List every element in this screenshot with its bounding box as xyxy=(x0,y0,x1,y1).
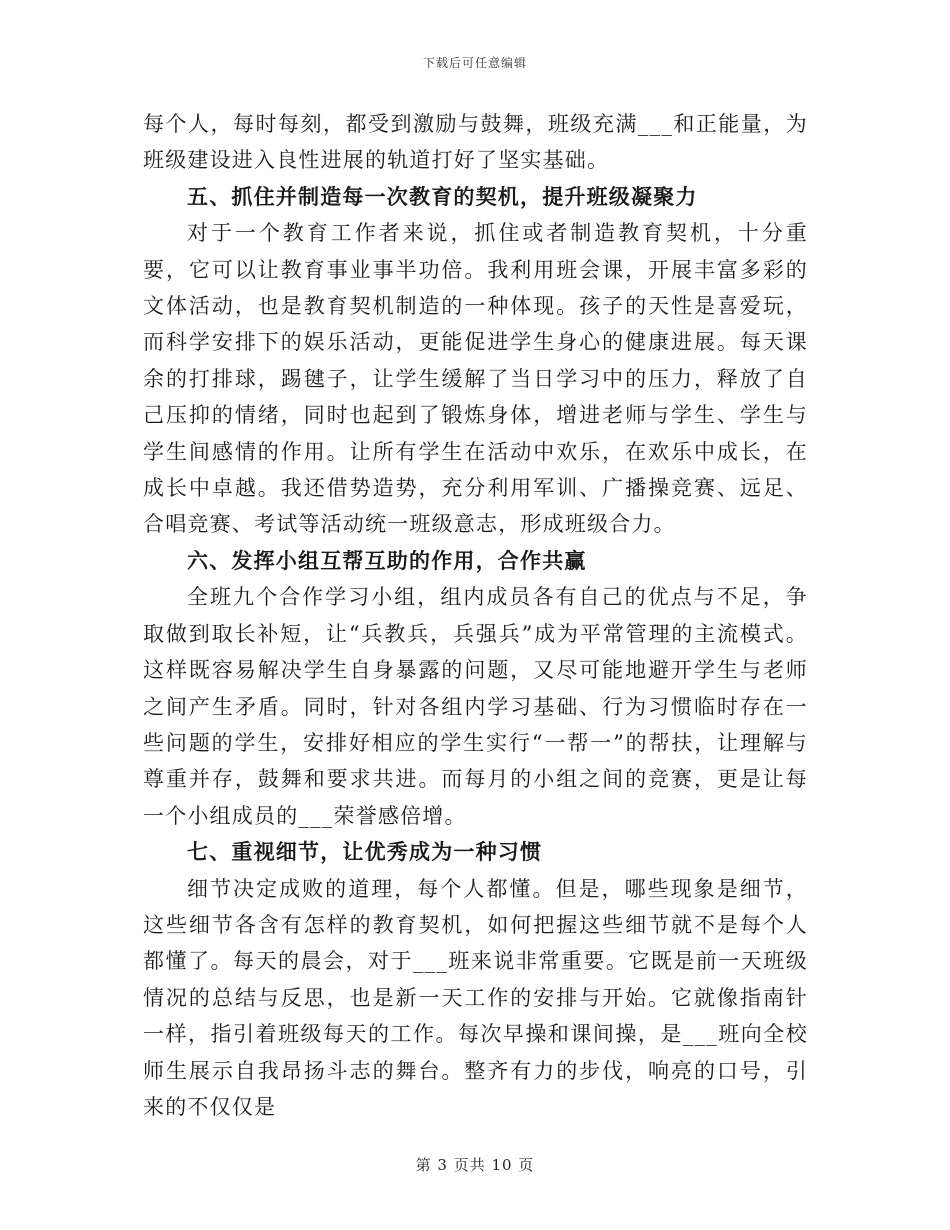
document-body xyxy=(143,106,808,1125)
paragraph-section-5: 对于一个教育工作者来说，抓住或者制造教育契机，十分重要，它可以让教育事业事半功倍。我利用班会课，开展丰富多彩的文体活动，也是教育契机制造的一种体现。孩子的天性是喜爱玩，而科学安排下的娱乐活动，更能促进学生身心的健康进展。每天课余的打排球，踢毽子，让学生缓解了当日学习中的压力，释放了自己压抑的情绪，同时也起到了锻炼身体，增进老师与学生、学生与学生间感情的作用。让所有学生在活动中欢乐，在欢乐中成长，在成长中卓越。我还借势造势，充分利用军训、广播操竞赛、远足、合唱竞赛、考试等活动统一班级意志，形成班级合力。 xyxy=(143,221,808,537)
page-number: 第 3 页共 10 页 xyxy=(415,1156,535,1174)
section-heading-5: 五、抓住并制造每一次教育的契机，提升班级凝聚力 xyxy=(187,184,698,209)
paragraph-section-6: 全班九个合作学习小组，组内成员各有自己的优点与不足，争取做到取长补短，让“兵教兵，兵强兵”成为平常管理的主流模式。这样既容易解决学生自身暴露的问题，又尽可能地避开学生与老师之间产生矛盾。同时，针对各组内学习基础、行为习惯临时存在一些问题的学生，安排好相应的学生实行“一帮一”的帮扶，让理解与尊重并存，鼓舞和要求共进。而每月的小组之间的竞赛，更是让每一个小组成员的___荣誉感倍增。 xyxy=(143,585,808,828)
section-heading-6: 六、发挥小组互帮互助的作用，合作共赢 xyxy=(187,548,587,573)
paragraph-section-7: 细节决定成败的道理，每个人都懂。但是，哪些现象是细节，这些细节各含有怎样的教育契机，如何把握这些细节就不是每个人都懂了。每天的晨会，对于___班来说非常重要。它既是前一天班级情况的总结与反思，也是新一天工作的安排与开始。它就像指南针一样，指引着班级每天的工作。每次早操和课间操，是___班向全校师生展示自我昂扬斗志的舞台。整齐有力的步伐，响亮的口号，引来的不仅仅是 xyxy=(143,876,808,1119)
page-header: 下载后可任意编辑 xyxy=(422,56,527,70)
paragraph-continuation: 每个人，每时每刻，都受到激励与鼓舞，班级充满___和正能量，为班级建设进入良性进展的轨道打好了坚实基础。 xyxy=(143,112,808,173)
section-heading-7: 七、重视细节，让优秀成为一种习惯 xyxy=(187,840,543,865)
